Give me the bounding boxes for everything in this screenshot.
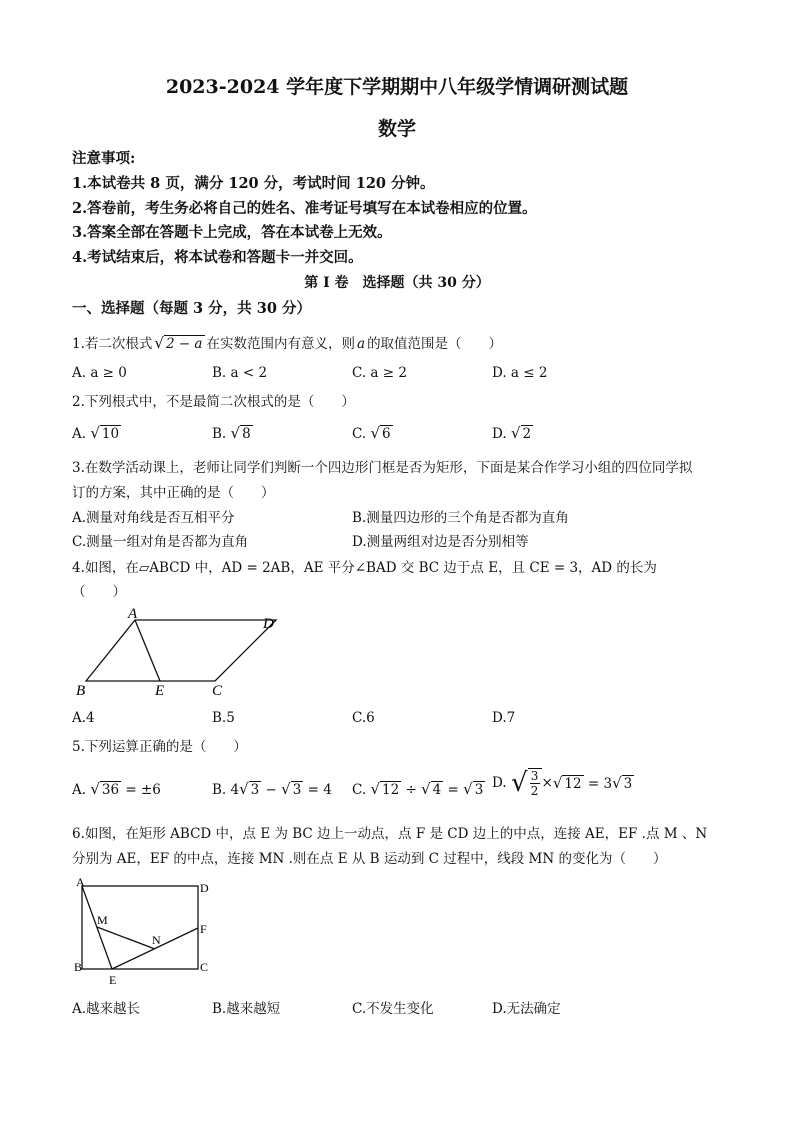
label-c: C — [200, 960, 209, 974]
label-c: C — [212, 683, 223, 699]
parallelogram-abcd — [86, 620, 276, 681]
q4-option-d: D.7 — [492, 710, 516, 726]
label-b: B — [74, 960, 83, 974]
label-m: M — [97, 913, 108, 927]
q4-option-b: B.5 — [212, 710, 235, 726]
question-5-stem: 5.下列运算正确的是（ ） — [72, 739, 247, 755]
question-4-stem-line2: （ ） — [72, 584, 126, 600]
q4-option-a: A.4 — [72, 710, 95, 726]
sqrt-expression: √ 2 − a — [154, 334, 203, 352]
note-item: 2.答卷前，考生务必将自己的姓名、准考证号填写在本试卷相应的位置。 — [72, 200, 537, 217]
q5-option-c: C. √ 12 ÷ √ 4 = √ 3 — [352, 780, 484, 798]
q2-option-b: B. √ 8 — [212, 424, 251, 442]
question-4-stem-line1: 4.如图，在▱ABCD 中，AD = 2AB，AE 平分∠BAD 交 BC 边于点 E，且 CE = 3，AD 的长为 — [72, 560, 657, 576]
question-3-stem-line1: 3.在数学活动课上，老师让同学们判断一个四边形门框是否为矩形，下面是某合作学习小组的四位同学拟 — [72, 460, 693, 476]
q2-option-d: D. √ 2 — [492, 424, 532, 442]
question-6-stem-line2: 分别为 AE，EF 的中点，连接 MN .则在点 E 从 B 运动到 C 过程中，线段 MN 的变化为（ ） — [72, 851, 667, 867]
rectangle-figure — [70, 872, 220, 990]
label-d: D — [263, 616, 274, 632]
label-a: A — [76, 875, 85, 889]
label-d: D — [200, 881, 209, 895]
question-1-stem: 1.若二次根式 √ 2 − a 在实数范围内有意义，则 a 的取值范围是（ ） — [72, 334, 503, 352]
parallelogram-figure — [70, 604, 290, 700]
label-n: N — [152, 933, 161, 947]
fraction: $\frac{3}{2}$ — [528, 768, 542, 798]
q6-option-d: D.无法确定 — [492, 1001, 561, 1017]
label-f: F — [200, 922, 207, 936]
q3-option-b: B.测量四边形的三个角是否都为直角 — [352, 510, 569, 526]
q1-option-b: B. a < 2 — [212, 365, 268, 381]
q3-option-c: C.测量一组对角是否都为直角 — [72, 534, 249, 550]
question-2-stem: 2.下列根式中，不是最简二次根式的是（ ） — [72, 394, 355, 410]
section-title: 一、选择题（每题 3 分，共 30 分） — [72, 300, 311, 317]
q2-option-a: A. √ 10 — [72, 424, 120, 442]
q4-option-c: C.6 — [352, 710, 375, 726]
q5-option-a: A. √ 36 = ±6 — [72, 780, 161, 798]
note-item: 4.考试结束后，将本试卷和答题卡一并交回。 — [72, 249, 363, 266]
note-item: 3.答案全部在答题卡上完成，答在本试卷上无效。 — [72, 224, 392, 241]
label-a: A — [128, 606, 138, 622]
segment-ae — [135, 620, 160, 681]
note-item: 1.本试卷共 8 页，满分 120 分，考试时间 120 分钟。 — [72, 175, 435, 192]
q3-option-d: D.测量两组对边是否分别相等 — [352, 534, 529, 550]
q1-option-c: C. a ≥ 2 — [352, 365, 407, 381]
q6-option-b: B.越来越短 — [212, 1001, 281, 1017]
part1-title: 第 I 卷 选择题（共 30 分） — [304, 275, 490, 291]
q6-option-a: A.越来越长 — [72, 1001, 141, 1017]
q2-option-c: C. √ 6 — [352, 424, 391, 442]
exam-title: 2023-2024 学年度下学期期中八年级学情调研测试题 — [165, 76, 629, 98]
question-6-stem-line1: 6.如图，在矩形 ABCD 中，点 E 为 BC 边上一动点，点 F 是 CD 边上的中点，连接 AE，EF .点 M 、N — [72, 826, 708, 842]
label-b: B — [76, 683, 86, 699]
q6-option-c: C.不发生变化 — [352, 1001, 434, 1017]
exam-subject: 数学 — [377, 118, 416, 140]
q5-option-b: B. 4√ 3 − √ 3 = 4 — [212, 780, 332, 798]
label-e: E — [109, 973, 117, 987]
segment-mn — [97, 927, 155, 949]
q3-option-a: A.测量对角线是否互相平分 — [72, 510, 235, 526]
q1-option-d: D. a ≤ 2 — [492, 365, 548, 381]
q1-option-a: A. a ≥ 0 — [72, 365, 127, 381]
label-e: E — [155, 683, 165, 699]
notes-heading: 注意事项: — [72, 150, 136, 167]
question-3-stem-line2: 订的方案，其中正确的是（ ） — [72, 485, 275, 501]
q5-option-d: D. √ $\frac{3}{2}$ ×√ 12 = 3√ 3 — [492, 768, 633, 798]
